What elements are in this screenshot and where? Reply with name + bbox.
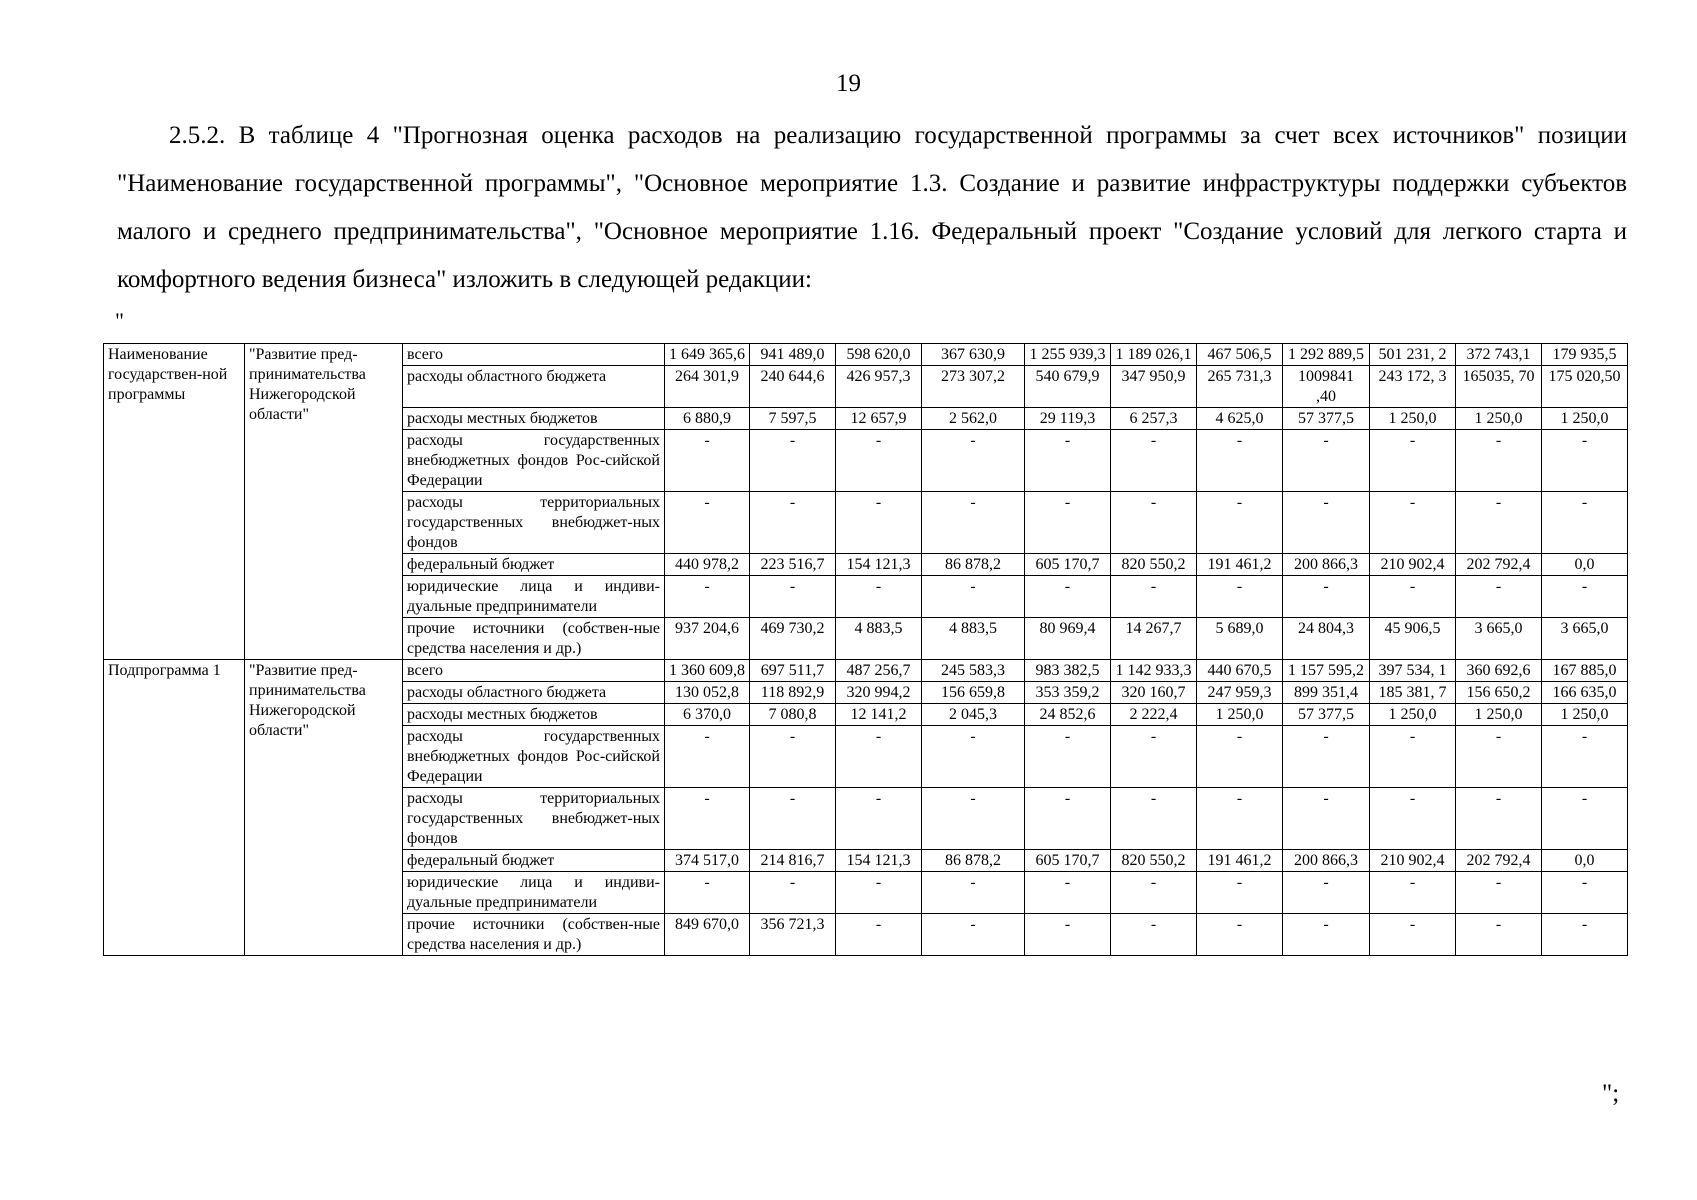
amount-cell: 273 307,2 xyxy=(922,366,1025,408)
amount-cell: - xyxy=(1370,872,1456,914)
amount-cell: 185 381, 7 xyxy=(1370,682,1456,704)
amount-cell: - xyxy=(836,726,922,788)
amount-cell: - xyxy=(1197,914,1283,956)
amount-cell: 24 852,6 xyxy=(1025,704,1111,726)
amount-cell: - xyxy=(1111,914,1197,956)
amount-cell: 243 172, 3 xyxy=(1370,366,1456,408)
amount-cell: 240 644,6 xyxy=(750,366,836,408)
funding-source-cell: юридические лица и индиви-дуальные предприниматели xyxy=(403,576,665,618)
funding-source-cell: расходы территориальных государственных внебюджет-ных фондов xyxy=(403,788,665,850)
amount-cell: - xyxy=(1370,914,1456,956)
amount-cell: 200 866,3 xyxy=(1283,850,1370,872)
amount-cell: 467 506,5 xyxy=(1197,344,1283,366)
amount-cell: 397 534, 1 xyxy=(1370,660,1456,682)
amount-cell: - xyxy=(665,492,750,554)
amount-cell: 167 885,0 xyxy=(1542,660,1628,682)
program-title-cell: "Развитие пред-принимательства Нижегородской области" xyxy=(245,660,403,956)
amount-cell: 12 657,9 xyxy=(836,408,922,430)
amount-cell: 6 880,9 xyxy=(665,408,750,430)
amount-cell: - xyxy=(750,430,836,492)
amount-cell: 86 878,2 xyxy=(922,850,1025,872)
amount-cell: 941 489,0 xyxy=(750,344,836,366)
funding-source-cell: расходы местных бюджетов xyxy=(403,408,665,430)
funding-source-cell: всего xyxy=(403,344,665,366)
amount-cell: 24 804,3 xyxy=(1283,618,1370,660)
amount-cell: - xyxy=(1370,430,1456,492)
amount-cell: 1 250,0 xyxy=(1542,704,1628,726)
amount-cell: - xyxy=(1283,576,1370,618)
amount-cell: 154 121,3 xyxy=(836,850,922,872)
amount-cell: 1 250,0 xyxy=(1197,704,1283,726)
amount-cell: 156 659,8 xyxy=(922,682,1025,704)
amount-cell: - xyxy=(1456,726,1542,788)
amount-cell: - xyxy=(1111,788,1197,850)
amount-cell: - xyxy=(1283,430,1370,492)
amount-cell: - xyxy=(1283,492,1370,554)
amount-cell: - xyxy=(1456,914,1542,956)
amount-cell: 202 792,4 xyxy=(1456,850,1542,872)
amount-cell: - xyxy=(1542,726,1628,788)
amount-cell: - xyxy=(1111,726,1197,788)
amount-cell: 57 377,5 xyxy=(1283,408,1370,430)
amount-cell: 0,0 xyxy=(1542,850,1628,872)
amount-cell: - xyxy=(750,726,836,788)
funding-source-cell: федеральный бюджет xyxy=(403,850,665,872)
amount-cell: - xyxy=(1025,788,1111,850)
amount-cell: - xyxy=(922,788,1025,850)
amount-cell: 2 045,3 xyxy=(922,704,1025,726)
amount-cell: - xyxy=(1370,788,1456,850)
amount-cell: 210 902,4 xyxy=(1370,554,1456,576)
amount-cell: 1 360 609,8 xyxy=(665,660,750,682)
amount-cell: 501 231, 2 xyxy=(1370,344,1456,366)
amount-cell: - xyxy=(1025,726,1111,788)
amount-cell: 367 630,9 xyxy=(922,344,1025,366)
expense-forecast-table xyxy=(103,343,1628,956)
amount-cell: - xyxy=(1197,788,1283,850)
amount-cell: 440 670,5 xyxy=(1197,660,1283,682)
amount-cell: 1 189 026,1 xyxy=(1111,344,1197,366)
amount-cell: - xyxy=(922,726,1025,788)
funding-source-cell: прочие источники (собствен-ные средства населения и др.) xyxy=(403,914,665,956)
amount-cell: 45 906,5 xyxy=(1370,618,1456,660)
amount-cell: 156 650,2 xyxy=(1456,682,1542,704)
funding-source-cell: расходы государственных внебюджетных фондов Рос-сийской Федерации xyxy=(403,430,665,492)
amount-cell: 353 359,2 xyxy=(1025,682,1111,704)
amount-cell: 1 250,0 xyxy=(1456,408,1542,430)
amount-cell: 4 883,5 xyxy=(922,618,1025,660)
amount-cell: 1 292 889,5 xyxy=(1283,344,1370,366)
amount-cell: - xyxy=(750,788,836,850)
amount-cell: 2 222,4 xyxy=(1111,704,1197,726)
amount-cell: 86 878,2 xyxy=(922,554,1025,576)
table-row xyxy=(104,344,1628,366)
amount-cell: - xyxy=(1542,430,1628,492)
amount-cell: 166 635,0 xyxy=(1542,682,1628,704)
amount-cell: - xyxy=(922,872,1025,914)
amount-cell: 29 119,3 xyxy=(1025,408,1111,430)
amount-cell: 899 351,4 xyxy=(1283,682,1370,704)
amount-cell: 200 866,3 xyxy=(1283,554,1370,576)
amount-cell: 214 816,7 xyxy=(750,850,836,872)
amount-cell: 347 950,9 xyxy=(1111,366,1197,408)
amount-cell: 605 170,7 xyxy=(1025,554,1111,576)
amount-cell: 130 052,8 xyxy=(665,682,750,704)
amount-cell: - xyxy=(1197,430,1283,492)
amount-cell: - xyxy=(1456,788,1542,850)
amount-cell: - xyxy=(1456,430,1542,492)
amount-cell: 4 883,5 xyxy=(836,618,922,660)
amount-cell: 247 959,3 xyxy=(1197,682,1283,704)
amount-cell: - xyxy=(1197,726,1283,788)
amount-cell: 7 080,8 xyxy=(750,704,836,726)
amount-cell: 1 250,0 xyxy=(1456,704,1542,726)
amendment-paragraph xyxy=(117,112,1627,304)
amount-cell: - xyxy=(1197,576,1283,618)
amount-cell: - xyxy=(836,914,922,956)
opening-quote-mark: " xyxy=(115,308,124,333)
amount-cell: 372 743,1 xyxy=(1456,344,1542,366)
amount-cell: - xyxy=(1283,788,1370,850)
program-title-cell: "Развитие пред-принимательства Нижегородской области" xyxy=(245,344,403,660)
amount-cell: 487 256,7 xyxy=(836,660,922,682)
amount-cell: 179 935,5 xyxy=(1542,344,1628,366)
amount-cell: - xyxy=(1456,576,1542,618)
amount-cell: - xyxy=(922,492,1025,554)
amount-cell: 14 267,7 xyxy=(1111,618,1197,660)
amount-cell: - xyxy=(1025,872,1111,914)
amount-cell: - xyxy=(1025,576,1111,618)
amount-cell: - xyxy=(1370,492,1456,554)
amount-cell: 540 679,9 xyxy=(1025,366,1111,408)
amount-cell: - xyxy=(665,430,750,492)
amount-cell: - xyxy=(1283,914,1370,956)
amount-cell: - xyxy=(1025,430,1111,492)
funding-source-cell: расходы территориальных государственных внебюджет-ных фондов xyxy=(403,492,665,554)
amount-cell: 440 978,2 xyxy=(665,554,750,576)
amount-cell: 983 382,5 xyxy=(1025,660,1111,682)
funding-source-cell: прочие источники (собствен-ные средства населения и др.) xyxy=(403,618,665,660)
amount-cell: - xyxy=(1542,872,1628,914)
amount-cell: 118 892,9 xyxy=(750,682,836,704)
amount-cell: - xyxy=(1025,914,1111,956)
amount-cell: 360 692,6 xyxy=(1456,660,1542,682)
amount-cell: - xyxy=(1542,914,1628,956)
amount-cell: 154 121,3 xyxy=(836,554,922,576)
amount-cell: 223 516,7 xyxy=(750,554,836,576)
amount-cell: 6 370,0 xyxy=(665,704,750,726)
page-number: 19 xyxy=(836,70,861,97)
funding-source-cell: расходы областного бюджета xyxy=(403,682,665,704)
amount-cell: 57 377,5 xyxy=(1283,704,1370,726)
amount-cell: - xyxy=(1370,726,1456,788)
amount-cell: 697 511,7 xyxy=(750,660,836,682)
amount-cell: 374 517,0 xyxy=(665,850,750,872)
amount-cell: - xyxy=(1542,492,1628,554)
amount-cell: 469 730,2 xyxy=(750,618,836,660)
amount-cell: - xyxy=(750,872,836,914)
funding-source-cell: всего xyxy=(403,660,665,682)
closing-quote-mark: "; xyxy=(1602,1080,1620,1107)
amount-cell: - xyxy=(1283,872,1370,914)
amount-cell: - xyxy=(836,576,922,618)
amount-cell: - xyxy=(665,726,750,788)
amount-cell: 175 020,50 xyxy=(1542,366,1628,408)
amount-cell: 4 625,0 xyxy=(1197,408,1283,430)
amount-cell: - xyxy=(1456,492,1542,554)
amount-cell: 320 994,2 xyxy=(836,682,922,704)
amount-cell: - xyxy=(750,492,836,554)
amount-cell: - xyxy=(1111,492,1197,554)
amount-cell: 12 141,2 xyxy=(836,704,922,726)
amount-cell: 1 250,0 xyxy=(1370,704,1456,726)
amount-cell: 1 250,0 xyxy=(1370,408,1456,430)
amount-cell: 320 160,7 xyxy=(1111,682,1197,704)
amount-cell: 5 689,0 xyxy=(1197,618,1283,660)
amount-cell: 80 969,4 xyxy=(1025,618,1111,660)
amount-cell: - xyxy=(1283,726,1370,788)
amount-cell: 245 583,3 xyxy=(922,660,1025,682)
amount-cell: - xyxy=(1370,576,1456,618)
amount-cell: 191 461,2 xyxy=(1197,850,1283,872)
amount-cell: - xyxy=(1111,576,1197,618)
amount-cell: 165035, 70 xyxy=(1456,366,1542,408)
amount-cell: - xyxy=(665,788,750,850)
amount-cell: - xyxy=(1197,872,1283,914)
amount-cell: 0,0 xyxy=(1542,554,1628,576)
amount-cell: 7 597,5 xyxy=(750,408,836,430)
funding-source-cell: юридические лица и индиви-дуальные предприниматели xyxy=(403,872,665,914)
amount-cell: 1 255 939,3 xyxy=(1025,344,1111,366)
amount-cell: - xyxy=(836,788,922,850)
amount-cell: 3 665,0 xyxy=(1542,618,1628,660)
amount-cell: 6 257,3 xyxy=(1111,408,1197,430)
amount-cell: - xyxy=(922,576,1025,618)
amount-cell: 1 157 595,2 xyxy=(1283,660,1370,682)
amount-cell: 1 250,0 xyxy=(1542,408,1628,430)
amount-cell: 605 170,7 xyxy=(1025,850,1111,872)
amount-cell: - xyxy=(836,430,922,492)
funding-source-cell: федеральный бюджет xyxy=(403,554,665,576)
amount-cell: 849 670,0 xyxy=(665,914,750,956)
amendment-text: 2.5.2. В таблице 4 "Прогнозная оценка расходов на реализацию государственной программы за счет всех источников" позиции "Наименование государственной программы", "Основное мероприятие 1.3. Создание и развитие инфраструктуры поддержки субъектов малого и среднего предпринимательства", "Основное мероприятие 1.16. Федеральный проект "Создание условий для легкого старта и комфортного ведения бизнеса" изложить в следующей редакции: xyxy=(117,122,1627,293)
amount-cell: 264 301,9 xyxy=(665,366,750,408)
amount-cell: - xyxy=(1542,788,1628,850)
amount-cell: 598 620,0 xyxy=(836,344,922,366)
amount-cell: - xyxy=(665,872,750,914)
amount-cell: - xyxy=(665,576,750,618)
amount-cell: - xyxy=(1111,430,1197,492)
amount-cell: - xyxy=(922,914,1025,956)
amount-cell: 820 550,2 xyxy=(1111,850,1197,872)
amount-cell: 937 204,6 xyxy=(665,618,750,660)
amount-cell: 1 142 933,3 xyxy=(1111,660,1197,682)
amount-cell: - xyxy=(750,576,836,618)
amount-cell: 265 731,3 xyxy=(1197,366,1283,408)
funding-source-cell: расходы местных бюджетов xyxy=(403,704,665,726)
amount-cell: - xyxy=(836,872,922,914)
amount-cell: - xyxy=(922,430,1025,492)
table-body xyxy=(104,344,1628,956)
amount-cell: 820 550,2 xyxy=(1111,554,1197,576)
table-row xyxy=(104,660,1628,682)
program-name-cell: Наименование государствен-ной программы xyxy=(104,344,245,660)
amount-cell: 202 792,4 xyxy=(1456,554,1542,576)
amount-cell: 210 902,4 xyxy=(1370,850,1456,872)
amount-cell: 2 562,0 xyxy=(922,408,1025,430)
amount-cell: 3 665,0 xyxy=(1456,618,1542,660)
amount-cell: - xyxy=(836,492,922,554)
amount-cell: - xyxy=(1542,576,1628,618)
program-name-cell: Подпрограмма 1 xyxy=(104,660,245,956)
amount-cell: - xyxy=(1197,492,1283,554)
amount-cell: 1009841 ,40 xyxy=(1283,366,1370,408)
amount-cell: - xyxy=(1456,872,1542,914)
funding-source-cell: расходы государственных внебюджетных фондов Рос-сийской Федерации xyxy=(403,726,665,788)
amount-cell: 1 649 365,6 xyxy=(665,344,750,366)
amount-cell: 191 461,2 xyxy=(1197,554,1283,576)
amount-cell: 426 957,3 xyxy=(836,366,922,408)
funding-source-cell: расходы областного бюджета xyxy=(403,366,665,408)
amount-cell: 356 721,3 xyxy=(750,914,836,956)
amount-cell: - xyxy=(1025,492,1111,554)
amount-cell: - xyxy=(1111,872,1197,914)
